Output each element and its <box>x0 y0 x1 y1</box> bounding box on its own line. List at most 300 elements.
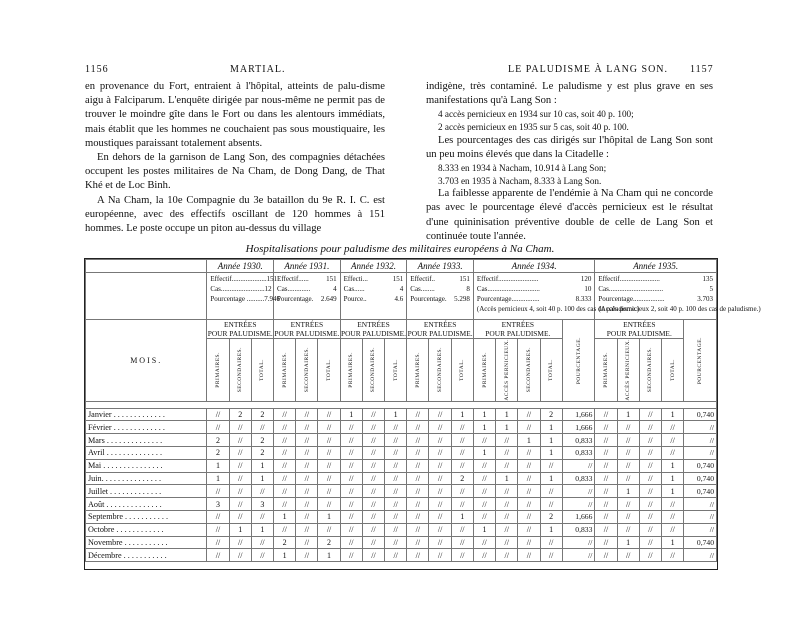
data-cell: // <box>340 459 362 472</box>
data-cell: 0,833 <box>562 447 595 460</box>
data-cell: // <box>340 421 362 434</box>
data-cell: // <box>595 485 617 498</box>
sub-label: TOTAL. <box>669 358 676 381</box>
data-cell: // <box>407 447 429 460</box>
data-cell: 2 <box>318 536 340 549</box>
data-cell: // <box>661 498 683 511</box>
data-cell: // <box>340 434 362 447</box>
entrees-header <box>407 320 474 339</box>
data-cell: // <box>407 421 429 434</box>
sub-header <box>496 339 518 402</box>
entrees-header <box>207 320 274 339</box>
data-cell: // <box>518 472 540 485</box>
data-cell: // <box>639 472 661 485</box>
data-cell: // <box>518 485 540 498</box>
stat-line <box>344 274 404 284</box>
data-cell: // <box>617 498 639 511</box>
data-cell: 1 <box>340 408 362 421</box>
stat-value: 151 <box>326 275 337 283</box>
data-cell: // <box>595 408 617 421</box>
data-cell: // <box>595 549 617 562</box>
data-cell: 1 <box>207 459 229 472</box>
data-cell: // <box>639 421 661 434</box>
data-cell: // <box>318 459 340 472</box>
sub-header <box>518 339 540 402</box>
data-cell: // <box>407 549 429 562</box>
data-cell: // <box>251 421 273 434</box>
data-cell: // <box>451 523 473 536</box>
stat-value: 8 <box>466 285 470 293</box>
stat-line <box>210 284 270 294</box>
data-cell: // <box>496 549 518 562</box>
data-cell: 1 <box>251 523 273 536</box>
data-cell: // <box>340 511 362 524</box>
data-cell: // <box>296 434 318 447</box>
sub-header <box>661 339 683 402</box>
data-cell: 1 <box>518 434 540 447</box>
data-cell: // <box>518 523 540 536</box>
data-cell: // <box>362 485 384 498</box>
sub-header <box>296 339 318 402</box>
stat-value: 3.703 <box>697 295 713 303</box>
data-cell: // <box>595 498 617 511</box>
stat-label: Effectif.. <box>410 275 436 283</box>
data-cell: // <box>296 523 318 536</box>
data-cell: // <box>473 472 495 485</box>
data-cell: // <box>639 485 661 498</box>
year-header: Année 1935. <box>595 260 717 273</box>
table-corner <box>86 260 207 273</box>
stat-label: Cas......................... <box>210 285 265 293</box>
data-cell: // <box>562 459 595 472</box>
stat-label: (Accès pernicieux 2, soit 40 p. 100 des cas de paludisme.) <box>598 305 761 313</box>
entrees-label: ENTRÉES <box>623 320 656 329</box>
data-cell: // <box>340 523 362 536</box>
data-cell: // <box>207 523 229 536</box>
data-cell: // <box>684 523 717 536</box>
data-cell: // <box>451 434 473 447</box>
sub-label: SECONDAIRES. <box>370 347 377 393</box>
month-label: Août . . . . . . . . . . . . . . <box>86 498 207 511</box>
data-cell: // <box>274 523 296 536</box>
data-cell: // <box>251 549 273 562</box>
data-cell: // <box>595 511 617 524</box>
stat-line <box>210 294 281 304</box>
data-cell: 0,740 <box>684 472 717 485</box>
entrees-header <box>595 320 684 339</box>
data-cell: // <box>318 434 340 447</box>
data-cell: // <box>661 434 683 447</box>
month-label: Décembre . . . . . . . . . . . <box>86 549 207 562</box>
sub-label: TOTAL. <box>459 358 466 381</box>
right-running-title: LE PALUDISME À LANG SON. <box>508 64 669 75</box>
stat-label: Pourcentage. <box>277 295 314 303</box>
data-cell: // <box>429 434 451 447</box>
stat-label: Effectif...... <box>277 275 309 283</box>
data-cell: // <box>362 408 384 421</box>
data-cell: // <box>274 459 296 472</box>
data-cell: // <box>274 472 296 485</box>
data-cell: // <box>684 549 717 562</box>
data-cell: 0,740 <box>684 485 717 498</box>
month-label: Janvier . . . . . . . . . . . . . <box>86 408 207 421</box>
sub-header <box>451 339 473 402</box>
data-cell: // <box>229 447 251 460</box>
data-cell: // <box>229 472 251 485</box>
data-cell: 1 <box>473 523 495 536</box>
left-paragraph: en provenance du Fort, entraient à l'hôpital, atteints de palu-disme aigu à Falciparum. L'enquête dirigée par nous-même ne permit pas de trouver le moindre gîte dans le Fort ou dans les alentours immédiats, mais établit que les hommes ne couchaient pas sous moustiquaire, les moustiques paraissant totalement absents. <box>85 81 385 149</box>
year-stats <box>207 273 281 320</box>
left-column-text <box>85 80 385 236</box>
data-cell: 1 <box>274 511 296 524</box>
stat-value: 4 <box>333 285 337 293</box>
data-cell: // <box>617 549 639 562</box>
data-cell: // <box>429 536 451 549</box>
data-cell: // <box>451 549 473 562</box>
sub-label: TOTAL. <box>326 358 333 381</box>
data-cell: // <box>473 485 495 498</box>
data-cell: 1 <box>274 549 296 562</box>
entrees-label: ENTRÉES <box>501 320 535 329</box>
right-page-number: 1157 <box>690 64 714 75</box>
data-cell: // <box>362 549 384 562</box>
data-cell: // <box>617 511 639 524</box>
data-cell: 1,666 <box>562 421 595 434</box>
month-label: Juin. . . . . . . . . . . . . . . <box>86 472 207 485</box>
spacer <box>86 401 717 408</box>
sub-header <box>617 339 639 402</box>
stat-label: Cas...... <box>343 285 365 293</box>
data-cell: // <box>661 523 683 536</box>
sub-label: SECONDAIRES. <box>647 347 654 393</box>
sub-label: PRIMAIRES. <box>602 351 609 388</box>
table-row <box>86 447 717 460</box>
data-cell: // <box>496 498 518 511</box>
data-cell: // <box>207 536 229 549</box>
data-cell: // <box>407 459 429 472</box>
year-header: Année 1932. <box>340 260 407 273</box>
data-cell: // <box>496 459 518 472</box>
right-paragraph: 8.333 en 1934 à Nacham, 10.914 à Lang Son; <box>438 163 607 173</box>
right-paragraph: La faiblesse apparente de l'endémie à Na Cham qui ne concorde pas avec le pourcentage élevé d'accès pernicieux est le résultat d'une quininisation préventive double de celle de Lang Son et continuée toute l'année. <box>426 188 713 242</box>
data-cell: // <box>617 472 639 485</box>
data-cell: // <box>661 421 683 434</box>
stat-line <box>598 274 713 284</box>
stat-value: 135 <box>702 275 713 283</box>
data-cell: // <box>385 447 407 460</box>
data-cell: // <box>518 421 540 434</box>
sub-label: TOTAL. <box>392 358 399 381</box>
data-cell: // <box>540 536 562 549</box>
data-cell: // <box>473 536 495 549</box>
data-cell: // <box>451 421 473 434</box>
data-cell: // <box>229 485 251 498</box>
data-cell: // <box>362 459 384 472</box>
data-cell: // <box>385 498 407 511</box>
table-row <box>86 434 717 447</box>
data-cell: // <box>385 472 407 485</box>
pct-header-cell <box>562 320 595 402</box>
stat-value: 151 <box>392 275 404 283</box>
mois-header: MOIS. <box>86 320 207 402</box>
data-cell: 1 <box>318 511 340 524</box>
stat-label: (Accès pernicieux 4, soit 40 p. 100 des cas de paludisme.) <box>476 305 640 313</box>
stat-value: 7.946 <box>264 295 281 303</box>
data-cell: // <box>595 472 617 485</box>
data-cell: 2 <box>451 472 473 485</box>
data-cell: 1 <box>617 485 639 498</box>
stat-line <box>210 274 278 284</box>
data-cell: // <box>429 549 451 562</box>
stat-line <box>477 274 591 284</box>
table-row <box>86 459 717 472</box>
data-cell: 1 <box>451 511 473 524</box>
year-header: Année 1931. <box>274 260 341 273</box>
pct-label: POURCENTAGE. <box>697 336 704 384</box>
table-corner-stats <box>86 273 207 320</box>
data-cell: // <box>684 421 717 434</box>
pour-paludisme-label: POUR PALUDISME. <box>485 329 551 338</box>
data-cell: 2 <box>207 447 229 460</box>
table-row <box>86 511 717 524</box>
data-cell: // <box>473 498 495 511</box>
data-cell: 1 <box>473 447 495 460</box>
data-cell: // <box>496 511 518 524</box>
sub-header <box>473 339 495 402</box>
data-cell: 3 <box>251 498 273 511</box>
table-row <box>86 498 717 511</box>
table-row <box>86 523 717 536</box>
data-cell: // <box>617 459 639 472</box>
data-cell: // <box>407 511 429 524</box>
data-cell: // <box>207 485 229 498</box>
data-cell: // <box>595 459 617 472</box>
year-header: Année 1930. <box>207 260 274 273</box>
stat-value: 12 <box>264 285 272 293</box>
data-cell: 1 <box>318 549 340 562</box>
data-cell: 1 <box>661 408 683 421</box>
stat-value: 151 <box>459 275 470 283</box>
sub-header <box>639 339 661 402</box>
data-cell: 1 <box>451 408 473 421</box>
sub-header <box>362 339 384 402</box>
data-cell: // <box>274 485 296 498</box>
data-cell: // <box>407 523 429 536</box>
data-cell: 2 <box>207 434 229 447</box>
data-cell: // <box>385 485 407 498</box>
data-cell: // <box>340 536 362 549</box>
stat-label: Effectif....................... <box>476 275 539 283</box>
data-cell: // <box>639 434 661 447</box>
data-cell: // <box>385 549 407 562</box>
data-cell: // <box>296 447 318 460</box>
table-row <box>86 408 717 421</box>
right-paragraph: 2 accès pernicieux en 1935 sur 5 cas, soit 40 p. 100. <box>438 122 629 132</box>
left-paragraph: A Na Cham, la 10e Compagnie du 3e bataillon du 9e R. I. C. est européenne, avec des effectifs oscillant de 120 hommes à 151 hommes. Le poste occupe un piton au-dessus du village <box>85 194 385 235</box>
data-cell: // <box>207 511 229 524</box>
stat-label: Cas.............................. <box>476 285 540 293</box>
data-cell: // <box>229 536 251 549</box>
data-cell: // <box>340 549 362 562</box>
sub-label: TOTAL. <box>548 358 555 381</box>
entrees-header <box>473 320 562 339</box>
data-cell: 1 <box>229 523 251 536</box>
sub-header <box>229 339 251 402</box>
stat-line <box>477 284 591 294</box>
data-cell: // <box>617 447 639 460</box>
data-cell: // <box>296 485 318 498</box>
right-paragraph: 3.703 en 1935 à Nacham, 8.333 à Lang Son. <box>438 175 602 186</box>
data-cell: // <box>451 498 473 511</box>
right-paragraph: Les pourcentages des cas dirigés sur l'hôpital de Lang Son sont un peu moins élevés que dans la Citadelle : <box>426 134 713 160</box>
year-header: Année 1933. <box>407 260 474 273</box>
right-column-text <box>426 80 713 244</box>
stat-value: 151 <box>266 275 278 283</box>
stat-line <box>410 274 470 284</box>
data-cell: 1 <box>473 421 495 434</box>
data-cell: 0,740 <box>684 408 717 421</box>
data-cell: // <box>318 498 340 511</box>
data-cell: // <box>296 511 318 524</box>
data-cell: 0,833 <box>562 523 595 536</box>
data-cell: // <box>451 459 473 472</box>
stat-line <box>277 294 337 304</box>
data-cell: // <box>296 536 318 549</box>
month-label: Septembre . . . . . . . . . . . <box>86 511 207 524</box>
data-cell: // <box>362 421 384 434</box>
data-cell: // <box>385 421 407 434</box>
data-cell: // <box>385 459 407 472</box>
data-cell: 1 <box>661 459 683 472</box>
right-paragraph: 4 accès pernicieux en 1934 sur 10 cas, soit 40 p. 100; <box>438 109 634 120</box>
sub-label: SECONDAIRES. <box>303 347 310 393</box>
stat-line <box>344 284 404 294</box>
sub-label: PRIMAIRES. <box>348 351 355 388</box>
pour-paludisme-label: POUR PALUDISME. <box>407 329 473 338</box>
data-cell: // <box>562 485 595 498</box>
data-cell: // <box>274 447 296 460</box>
sub-label: ACCÈS PERNICIEUX. <box>625 339 632 401</box>
stat-line <box>277 274 337 284</box>
right-paragraph: indigène, très contaminé. Le paludisme y est plus grave en ses manifestations qu'à Lang Son : <box>426 81 713 107</box>
data-cell: // <box>661 549 683 562</box>
sub-header <box>251 339 273 402</box>
data-cell: // <box>362 523 384 536</box>
data-cell: // <box>661 447 683 460</box>
stat-line <box>410 284 470 294</box>
data-cell: // <box>362 511 384 524</box>
sub-label: PRIMAIRES. <box>215 351 221 388</box>
stat-line <box>598 294 713 304</box>
data-cell: 1 <box>661 536 683 549</box>
data-cell: // <box>296 421 318 434</box>
data-cell: 1 <box>617 536 639 549</box>
data-cell: // <box>318 421 340 434</box>
data-cell: // <box>362 434 384 447</box>
sub-header <box>274 339 296 402</box>
data-cell: 1 <box>251 459 273 472</box>
data-cell: 1 <box>496 408 518 421</box>
data-cell: // <box>251 485 273 498</box>
data-cell: // <box>451 536 473 549</box>
data-cell: 1 <box>496 421 518 434</box>
year-stats <box>473 273 640 320</box>
table-row <box>86 472 717 485</box>
data-cell: // <box>639 498 661 511</box>
stat-label: Effectif....................... <box>598 275 660 283</box>
data-cell: // <box>540 459 562 472</box>
data-cell: // <box>496 485 518 498</box>
data-cell: // <box>296 472 318 485</box>
sub-header <box>595 339 617 402</box>
data-cell: // <box>318 408 340 421</box>
data-cell: // <box>684 434 717 447</box>
data-cell: // <box>639 459 661 472</box>
data-cell: // <box>229 459 251 472</box>
data-cell: // <box>318 472 340 485</box>
data-cell: // <box>318 523 340 536</box>
data-cell: // <box>429 459 451 472</box>
data-cell: // <box>617 421 639 434</box>
sub-label: SECONDAIRES. <box>437 347 444 393</box>
data-cell: 3 <box>207 498 229 511</box>
data-cell: 1 <box>661 472 683 485</box>
sub-header <box>207 339 229 402</box>
data-cell: // <box>617 434 639 447</box>
data-cell: // <box>518 408 540 421</box>
data-cell: // <box>407 408 429 421</box>
data-cell: 1,666 <box>562 408 595 421</box>
data-cell: 1 <box>540 447 562 460</box>
pour-paludisme-label: POUR PALUDISME. <box>340 329 406 338</box>
data-cell: // <box>639 511 661 524</box>
data-cell: // <box>274 421 296 434</box>
stat-value: 4.6 <box>394 295 404 303</box>
data-cell: // <box>229 421 251 434</box>
sub-header <box>407 339 429 402</box>
data-cell: // <box>362 498 384 511</box>
stat-value: 8.333 <box>575 295 592 303</box>
data-cell: // <box>296 549 318 562</box>
data-cell: // <box>296 498 318 511</box>
data-cell: 2 <box>251 434 273 447</box>
stat-line <box>476 304 640 314</box>
data-cell: // <box>407 434 429 447</box>
entrees-label: ENTRÉES <box>423 320 457 329</box>
stat-value: 5 <box>709 285 713 293</box>
data-cell: 0,833 <box>562 434 595 447</box>
data-cell: // <box>318 447 340 460</box>
stat-line <box>277 284 337 294</box>
data-cell: // <box>540 485 562 498</box>
data-cell: // <box>595 434 617 447</box>
data-cell: // <box>429 485 451 498</box>
data-cell: // <box>207 549 229 562</box>
data-cell: // <box>518 511 540 524</box>
sub-label: PRIMAIRES. <box>281 351 288 388</box>
pct-label: POURCENTAGE. <box>575 336 582 384</box>
data-cell: // <box>340 472 362 485</box>
sub-label: ACCÈS PERNICIEUX. <box>503 339 510 401</box>
data-cell: 2 <box>540 511 562 524</box>
table-row <box>86 421 717 434</box>
data-cell: 1 <box>473 408 495 421</box>
data-cell: // <box>362 536 384 549</box>
pour-paludisme-label: POUR PALUDISME. <box>207 329 273 338</box>
data-cell: // <box>429 421 451 434</box>
data-cell: // <box>496 523 518 536</box>
data-cell: // <box>340 498 362 511</box>
